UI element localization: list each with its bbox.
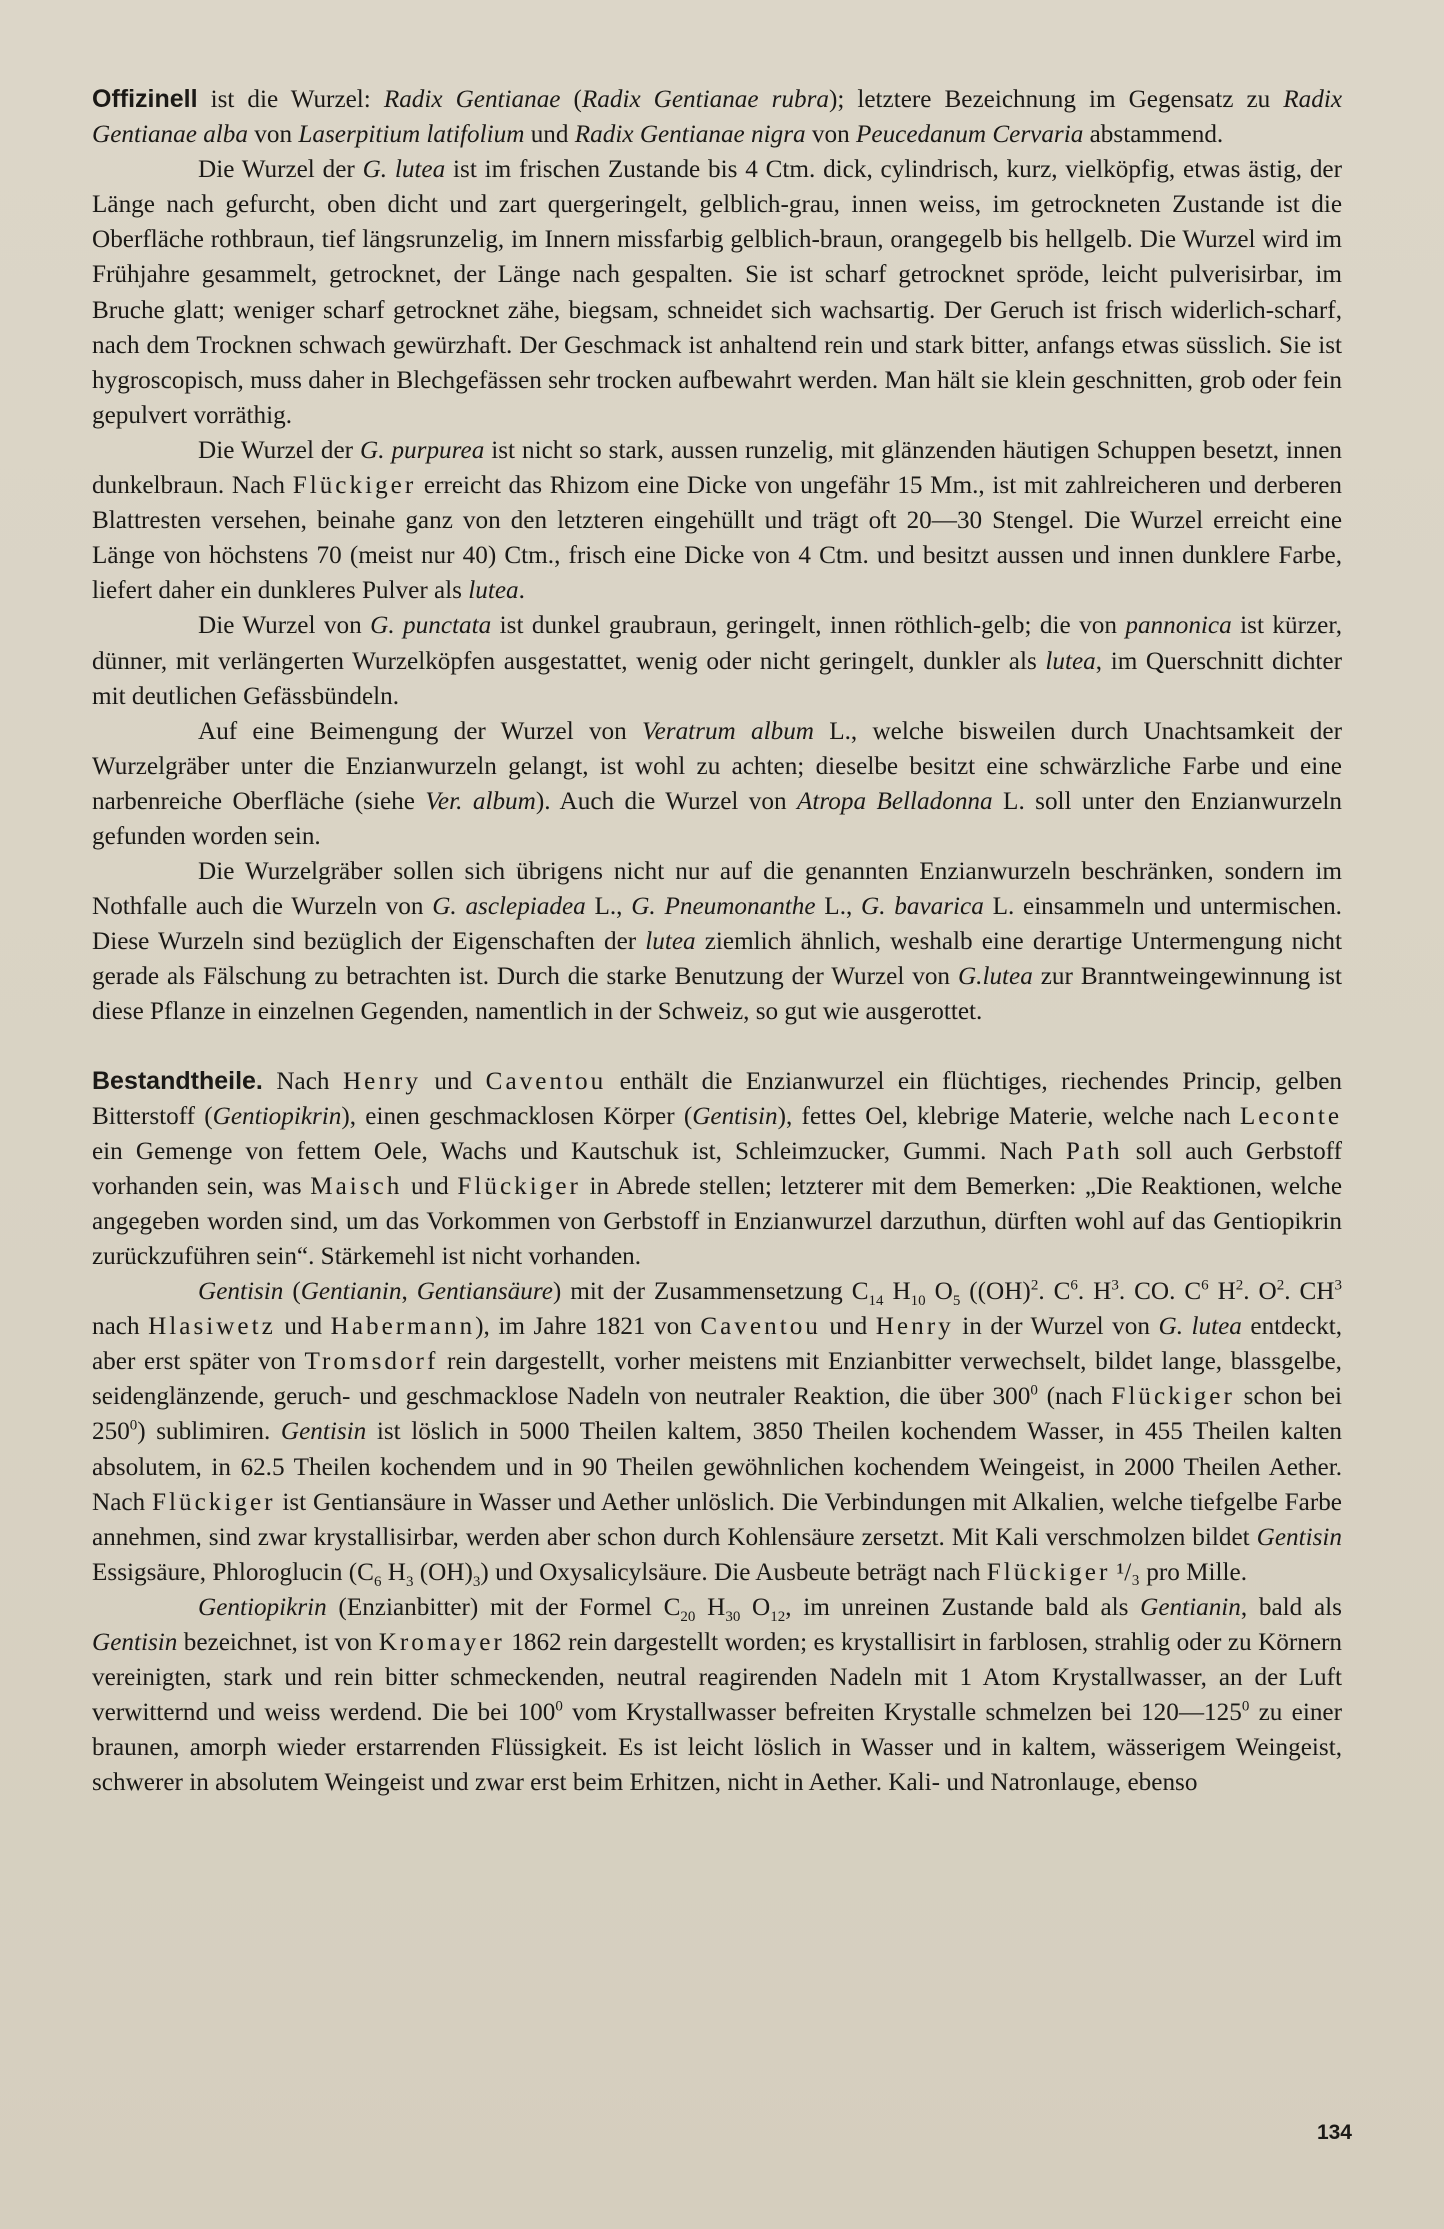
text-run: zu einer braunen, amorph wieder erstarrenden Flüssigkeit. Es ist leicht löslich in Wasser und in kaltem, wässerigem Weingeist, schwerer in absolutem Weingeist und zwar erst beim Erhitzen, nicht in Aether. Kali- und Natronlauge, ebenso [92,1699,1342,1797]
text-run: Die Wurzel der [198,156,363,184]
text-run: , im Querschnitt dichter mit deutlichen Gefässbündeln. [92,647,1342,710]
text-run: ). Auch die Wurzel von [535,787,798,815]
spaced-name: Caventou [485,1067,607,1095]
superscript: 0 [1030,1382,1038,1399]
text-run: in Abrede stellen; letzterer mit dem Bemerken: „Die Reaktionen, welche angegeben worden sind, um das Vorkommen von Gerbstoff in Enzianwurzel darzuthun, dürften wohl auf das Gentiopikrin zurückzuführen sein“. Stärkemehl ist nicht vorhanden. [92,1172,1342,1270]
spaced-name: Maisch [310,1172,403,1200]
text-run: und [275,1313,331,1341]
spaced-name: Flückiger [457,1172,581,1200]
superscript: 3 [1111,1277,1119,1294]
paragraph-veratrum [92,714,1342,854]
paragraph-gentisin [92,1274,1342,1590]
text-run: Die Wurzel der [198,436,361,464]
spaced-name: Caventou [700,1313,821,1341]
italic-run: lutea [468,577,519,605]
text-run: ist die Wurzel: [197,86,384,113]
italic-run: G. lutea [1158,1313,1242,1341]
text-run: Die Wurzelgräber sollen sich übrigens nicht nur auf die genannten Enzianwurzeln beschränken, sondern im Nothfalle auch die Wurzeln von [92,858,1342,921]
text-run: L., welche bisweilen durch Unachtsamkeit der Wurzelgräber unter die Enzianwurzeln gelangt, ist wohl zu achten; dieselbe besitzt eine schwärzliche Farbe und eine narbenreiche Oberfläche (siehe [92,717,1342,815]
text-run: ist dunkel graubraun, geringelt, innen röthlich-gelb; die von [491,612,1126,640]
spaced-name: Path [1065,1137,1123,1165]
text-run: , bald als [1240,1593,1342,1621]
italic-run: Atropa Belladonna [797,787,993,815]
italic-run: G.lutea [957,963,1033,991]
text-run: . O [1243,1278,1277,1306]
text-run: ((OH) [960,1278,1031,1306]
italic-run: G. bavarica [861,893,984,921]
spaced-name: Kromayer [378,1629,505,1657]
text-run: schon bei 250 [92,1383,1342,1446]
text-run: enthält die Enzianwurzel ein flüchtiges, riechendes Princip, gelben Bitterstoff ( [92,1067,1343,1130]
spaced-name: Flückiger [151,1488,276,1516]
paragraph-lutea-root [92,152,1342,433]
text-run: . [518,577,525,605]
italic-run: lutea [1045,647,1096,675]
italic-run: Gentisin [280,1418,367,1446]
italic-run: G. lutea [362,156,446,184]
italic-run: Gentisin [692,1102,778,1130]
text-run: L. einsammeln und untermischen. Diese Wurzeln sind bezüglich der Eigenschaften der [92,893,1342,956]
spaced-name: Leconte [1239,1102,1342,1130]
text-run: , im unreinen Zustande bald als [785,1593,1141,1621]
paragraph-wurzelgraeber [92,854,1342,1029]
spaced-name: Tromsdorf [304,1348,439,1376]
text-run: soll auch Gerbstoff vorhanden sein, was [92,1137,1342,1200]
spaced-name: Hlasiwetz [148,1313,276,1341]
subscript: 5 [952,1293,961,1310]
text-run: ) mit der Zusammensetzung C [552,1278,869,1306]
text-run: ), einen geschmacklosen Körper ( [341,1102,693,1130]
text-run: rein dargestellt, vorher meistens mit Enzianbitter verwechselt, bildet lange, blassgelbe, seidenglänzende, geruch- und geschmacklose Nadeln von neutraler Reaktion, die über 300 [92,1348,1342,1411]
text-run: von [805,121,856,149]
paragraph-purpurea-root [92,433,1342,608]
text-run: . CO. C [1118,1278,1202,1306]
italic-run: G. punctata [370,612,492,640]
spaced-name: Henry [875,1313,954,1341]
text-run: ( [560,86,582,113]
text-run: ist Gentiansäure in Wasser und Aether unlöslich. Die Verbindungen mit Alkalien, welche tiefgelbe Farbe annehmen, sind zwar krystallisirbar, werden aber schon durch Kohlensäure zersetzt. Mit Kali verschmolzen bildet [92,1488,1342,1551]
text-run: Die Wurzel von [198,612,371,640]
text-run: nach [92,1313,149,1341]
text-run: (Enzianbitter) mit der Formel C [326,1593,681,1621]
spaced-name: Flückiger [292,472,417,500]
text-run: (OH) [413,1558,473,1586]
text-run: erreicht das Rhizom eine Dicke von ungefähr 15 Mm., ist mit zahlreicheren und derberen Blattresten versehen, beinahe ganz von den letzteren eingehüllt und trägt oft 20—30 Stengel. Die Wurzel erreicht eine Länge von höchstens 70 (meist nur 40) Ctm., frisch eine Dicke von 4 Ctm. und besitzt aussen und innen dunklere Farbe, liefert daher ein dunkleres Pulver als [92,472,1342,605]
italic-run: Ver. album [425,787,536,815]
italic-run: pannonica [1125,612,1232,640]
page-number: 134 [1316,2121,1352,2144]
italic-run: Gentisin [1256,1523,1342,1551]
section-title-offizinell: Offizinell [92,85,198,113]
text-run: ziemlich ähnlich, weshalb eine derartige Untermengung nicht gerade als Fälschung zu betrachten ist. Durch die starke Benutzung der Wurzel von [92,928,1342,991]
italic-run: Radix Gentianae nigra [574,121,806,149]
italic-run: lutea [645,928,696,956]
italic-run: Radix Gentianae rubra [581,86,829,113]
superscript: 3 [1334,1277,1342,1294]
italic-run: Radix Gentianae alba [92,86,1343,149]
superscript: 0 [555,1698,563,1715]
superscript: 2 [1235,1277,1244,1294]
text-run: ) und Oxysalicylsäure. Die Ausbeute beträgt nach [480,1558,987,1586]
italic-run: Gentianin [1140,1593,1241,1621]
text-run: entdeckt, aber erst später von [92,1313,1343,1376]
italic-run: Gentiopikrin [198,1593,327,1621]
text-run: ), fettes Oel, klebrige Materie, welche nach [777,1102,1240,1130]
subscript: 10 [910,1293,926,1310]
italic-run: Veratrum album [642,717,814,745]
text-run: von [248,121,299,149]
superscript: 0 [1241,1698,1250,1715]
text-run: O [740,1593,771,1621]
text-run: H [1208,1278,1236,1306]
superscript: 2 [1030,1277,1039,1294]
text-run: ), im Jahre 1821 von [475,1313,701,1341]
text-run: (nach [1037,1383,1112,1411]
text-run: . CH [1284,1278,1335,1306]
text-run: H [381,1558,406,1586]
text-run: L., [585,893,632,921]
superscript: 0 [129,1418,138,1435]
text-run: Essigsäure, Phloroglucin (C [92,1558,374,1586]
text-run: ist löslich in 5000 Theilen kaltem, 3850 Theilen kochendem Wasser, in 455 Theilen kalten absolutem, in 62.5 Theilen kochendem und in 90 Theilen gewöhnlichen kochendem Weingeist, in 2000 Theilen Aether. Nach [92,1418,1343,1516]
text-run: und [420,1067,486,1095]
section-title-bestandtheile: Bestandtheile. [92,1066,263,1095]
italic-run: Gentiansäure [416,1278,553,1306]
text-run: und [402,1172,458,1200]
text-run: bezeichnet, ist von [177,1629,379,1657]
text-run: ) sublimiren. [137,1418,281,1446]
italic-run: G. asclepiadea [432,893,586,921]
text-run: ein Gemenge von fettem Oele, Wachs und Kautschuk ist, Schleimzucker, Gummi. Nach [92,1137,1066,1165]
text-run: 1862 rein dargestellt worden; es krystallisirt in farblosen, strahlig oder zu Körnern vereinigten, stark und rein bitter schmeckenden, neutral reagirenden Nadeln mit 1 Atom Krystallwasser, an der Luft verwitternd und weiss werdend. Die bei 100 [92,1629,1342,1727]
italic-run: Laserpitium latifolium [298,121,525,149]
subscript: 14 [868,1293,884,1310]
spaced-name: Habermann [330,1313,476,1341]
text-run: ist nicht so stark, aussen runzelig, mit glänzenden häutigen Schuppen besetzt, innen dunkelbraun. Nach [92,436,1342,500]
paragraph-bestandtheile [92,1064,1342,1275]
paragraph-gentiopikrin [92,1590,1342,1801]
text-run: . C [1038,1278,1071,1306]
subscript: 3 [472,1573,481,1590]
text-run: ¹/₃ pro Mille. [1110,1558,1248,1586]
page-body [92,82,1342,1801]
text-run: vom Krystallwasser befreiten Krystalle schmelzen bei 120—125 [562,1699,1242,1727]
italic-run: Gentisin [198,1278,284,1306]
superscript: 6 [1070,1277,1078,1294]
superscript: 6 [1201,1277,1209,1294]
italic-run: G. purpurea [360,436,485,464]
text-run: ist im frischen Zustande bis 4 Ctm. dick, cylindrisch, kurz, vielköpfig, etwas ästig, der Länge nach gefurcht, oben dicht und zart quergeringelt, gelblich-grau, innen weiss, im getrockneten Zustande ist die Oberfläche rothbraun, tief längsrunzelig, im Innern missfarbig gelblich-braun, orangegelb bis hellgelb. Die Wurzel wird im Frühjahre gesammelt, getrocknet, der Länge nach gespalten. Sie ist scharf getrocknet spröde, leicht pulverisirbar, im Bruche glatt; weniger scharf getrocknet zähe, biegsam, schneidet sich wachsartig. Der Geruch ist frisch widerlich-scharf, nach dem Trocknen schwach gewürzhaft. Der Geschmack ist anhaltend rein und stark bitter, anfangs etwas süsslich. Sie ist hygroscopisch, muss daher in Blechgefässen sehr trocken aufbewahrt werden. Man hält sie klein geschnitten, grob oder fein gepulvert vorräthig. [92,156,1342,429]
subscript: 20 [680,1608,696,1625]
paragraph-offizinell [92,82,1342,152]
superscript: 2 [1276,1277,1285,1294]
italic-run: Gentisin [92,1629,178,1657]
text-run: ist kürzer, dünner, mit verlängerten Wurzelköpfen ausgestattet, wenig oder nicht geringelt, dunkler als [92,612,1342,675]
subscript: 12 [770,1608,786,1625]
spaced-name: Flückiger [1111,1383,1235,1411]
text-run: H [695,1593,726,1621]
italic-run: G. Pneumonanthe [631,893,816,921]
italic-run: Peucedanum Cervaria [856,121,1084,149]
italic-run: Gentiopikrin [212,1102,342,1130]
spaced-name: Henry [342,1067,421,1095]
text-run: ( [283,1278,301,1306]
text-run: zur Branntweingewinnung ist diese Pflanze in einzelnen Gegenden, namentlich in der Schweiz, so gut wie ausgerottet. [92,963,1342,1026]
text-run: ); letztere Bezeichnung im Gegensatz zu [828,86,1284,113]
text-run: und [820,1313,876,1341]
italic-run: Radix Gentianae [383,86,561,113]
paragraph-punctata-root [92,608,1342,713]
text-run: und [524,121,575,149]
text-run: abstammend. [1083,121,1224,149]
subscript: 3 [405,1573,414,1590]
text-run: L. soll unter den Enzianwurzeln gefunden worden sein. [92,787,1343,850]
text-run: in der Wurzel von [953,1313,1159,1341]
subscript: 6 [373,1573,382,1590]
text-run: O [925,1278,953,1306]
text-run: L., [815,893,862,921]
text-run: , [401,1278,417,1306]
italic-run: Gentianin [300,1278,402,1306]
text-run: H [883,1278,911,1306]
spaced-name: Flückiger [986,1558,1111,1586]
text-run: . H [1077,1278,1112,1306]
text-run: Nach [262,1067,343,1095]
subscript: 30 [725,1608,741,1625]
text-run: Auf eine Beimengung der Wurzel von [198,717,642,745]
